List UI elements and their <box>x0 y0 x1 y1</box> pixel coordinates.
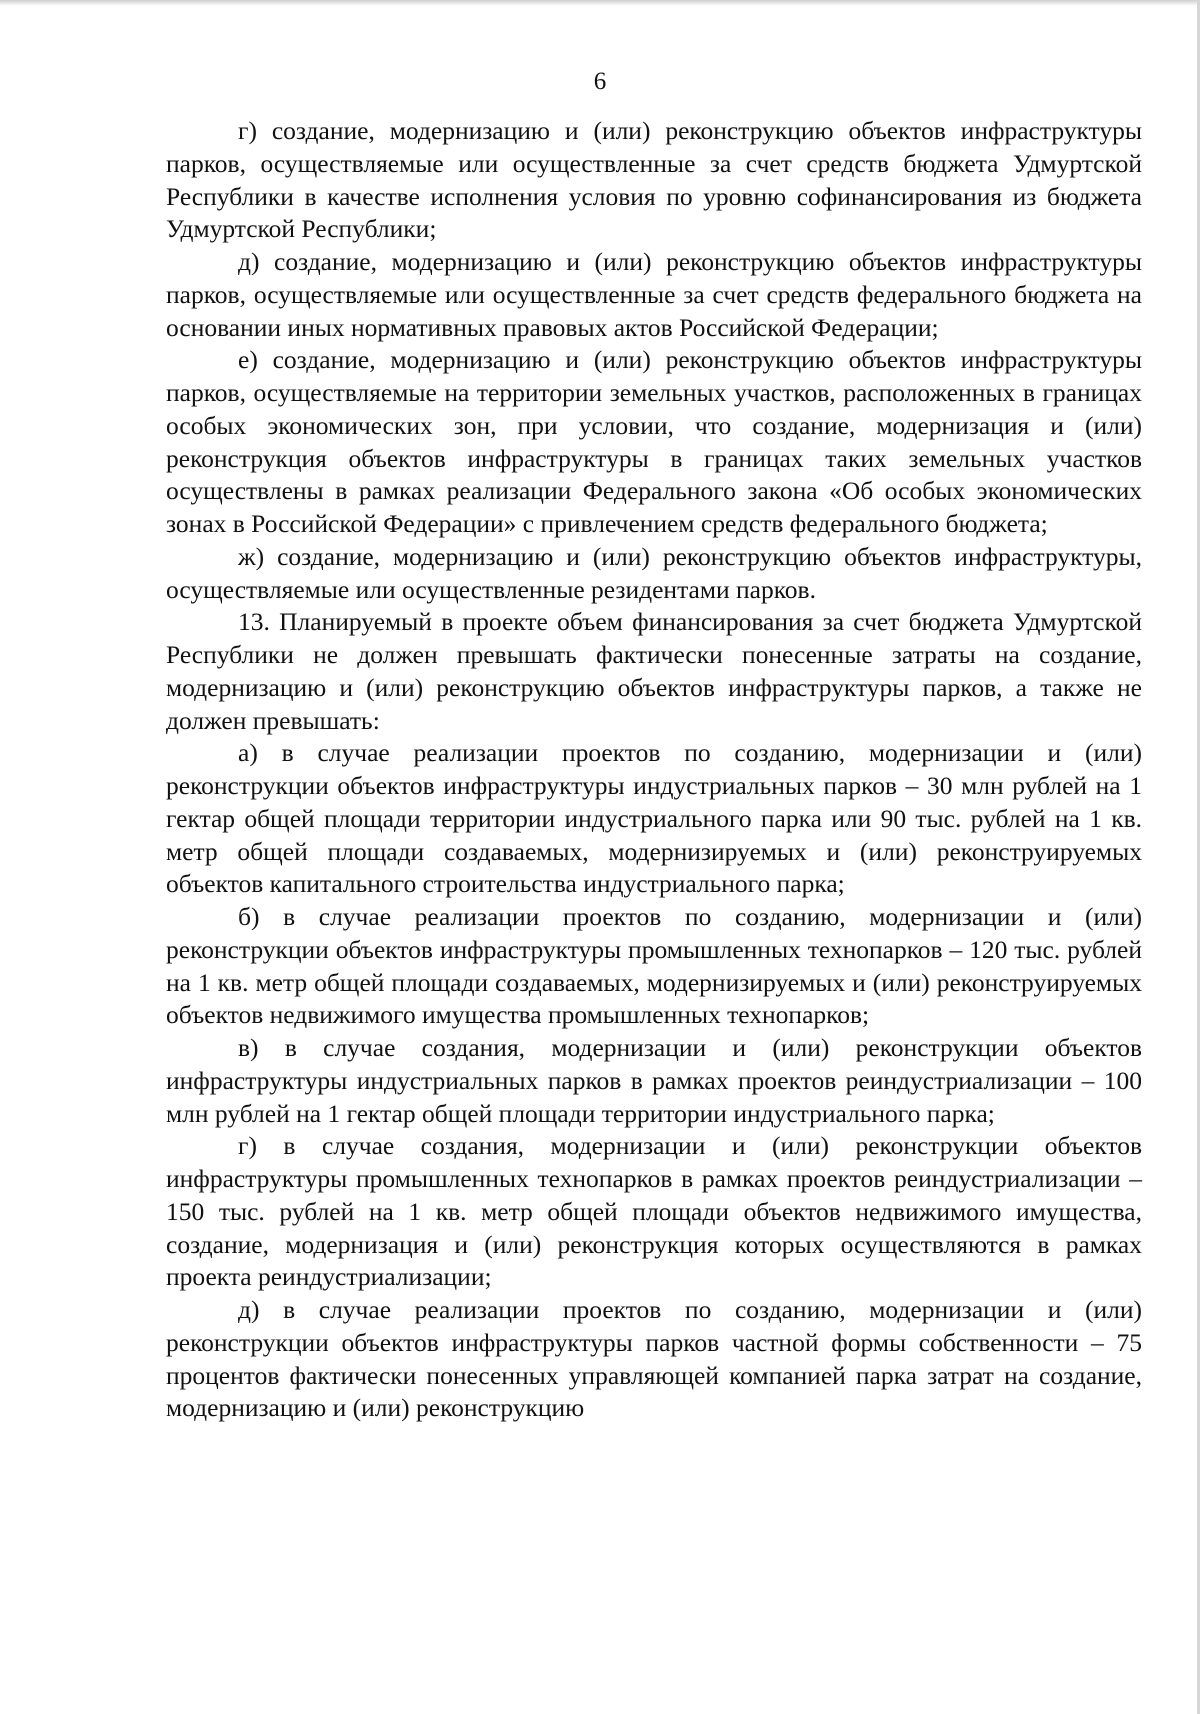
paragraph-d-federal-budget: д) создание, модернизацию и (или) реконструкцию объектов инфраструктуры парков, осуществляемые или осуществленные за счет средств федерального бюджета на основании иных нормативных правовых актов Российской Федерации; <box>166 247 1142 342</box>
document-body <box>166 115 1142 1425</box>
paragraph-d-private-parks: д) в случае реализации проектов по созданию, модернизации и (или) реконструкции объектов инфраструктуры парков частной формы собственности – 75 процентов фактически понесенных управляющей компанией парка затрат на создание, модернизацию и (или) реконструкцию <box>166 1295 1142 1423</box>
paragraph-zh-residents: ж) создание, модернизацию и (или) реконструкцию объектов инфраструктуры, осуществляемые или осуществленные резидентами парков. <box>166 541 1142 604</box>
paragraph-b-technoparks: б) в случае реализации проектов по созданию, модернизации и (или) реконструкции объектов инфраструктуры промышленных технопарков – 120 тыс. рублей на 1 кв. метр общей площади создаваемых, модернизируемых и (или) реконструируемых объектов недвижимого имущества промышленных технопарков; <box>166 902 1142 1030</box>
paragraph-g-subsidy-own-budget: г) создание, модернизацию и (или) реконструкцию объектов инфраструктуры парков, осуществляемые или осуществленные за счет средств бюджета Удмуртской Республики в качестве исполнения условия по уровню софинансирования из бюджета Удмуртской Республики; <box>166 116 1142 244</box>
paragraph-g-reindustrialization-technoparks: г) в случае создания, модернизации и (или) реконструкции объектов инфраструктуры промышленных технопарков в рамках проектов реиндустриализации – 150 тыс. рублей на 1 кв. метр общей площади объектов недвижимого имущества, создание, модернизация и (или) реконструкция которых осуществляются в рамках проекта реиндустриализации; <box>166 1131 1142 1292</box>
paragraph-v-reindustrialization-parks: в) в случае создания, модернизации и (или) реконструкции объектов инфраструктуры индустриальных парков в рамках проектов реиндустриализации – 100 млн рублей на 1 гектар общей площади территории индустриального парка; <box>166 1033 1142 1128</box>
paragraph-13-financing-limit: 13. Планируемый в проекте объем финансирования за счет бюджета Удмуртской Республики не должен превышать фактически понесенные затраты на создание, модернизацию и (или) реконструкцию объектов инфраструктуры парков, а также не должен превышать: <box>166 607 1142 735</box>
page-number: 6 <box>593 68 607 95</box>
scan-edge-top <box>0 0 1200 6</box>
paragraph-a-industrial-parks: а) в случае реализации проектов по созданию, модернизации и (или) реконструкции объектов инфраструктуры индустриальных парков – 30 млн рублей на 1 гектар общей площади территории индустриального парка или 90 тыс. рублей на 1 кв. метр общей площади создаваемых, модернизируемых и (или) реконструируемых объектов капитального строительства индустриального парка; <box>166 738 1142 899</box>
paragraph-e-special-economic-zones: е) создание, модернизацию и (или) реконструкцию объектов инфраструктуры парков, осуществляемые на территории земельных участков, расположенных в границах особых экономических зон, при условии, что создание, модернизация и (или) реконструкция объектов инфраструктуры в границах таких земельных участков осуществлены в рамках реализации Федерального закона «Об особых экономических зонах в Российской Федерации» с привлечением средств федерального бюджета; <box>166 345 1142 538</box>
